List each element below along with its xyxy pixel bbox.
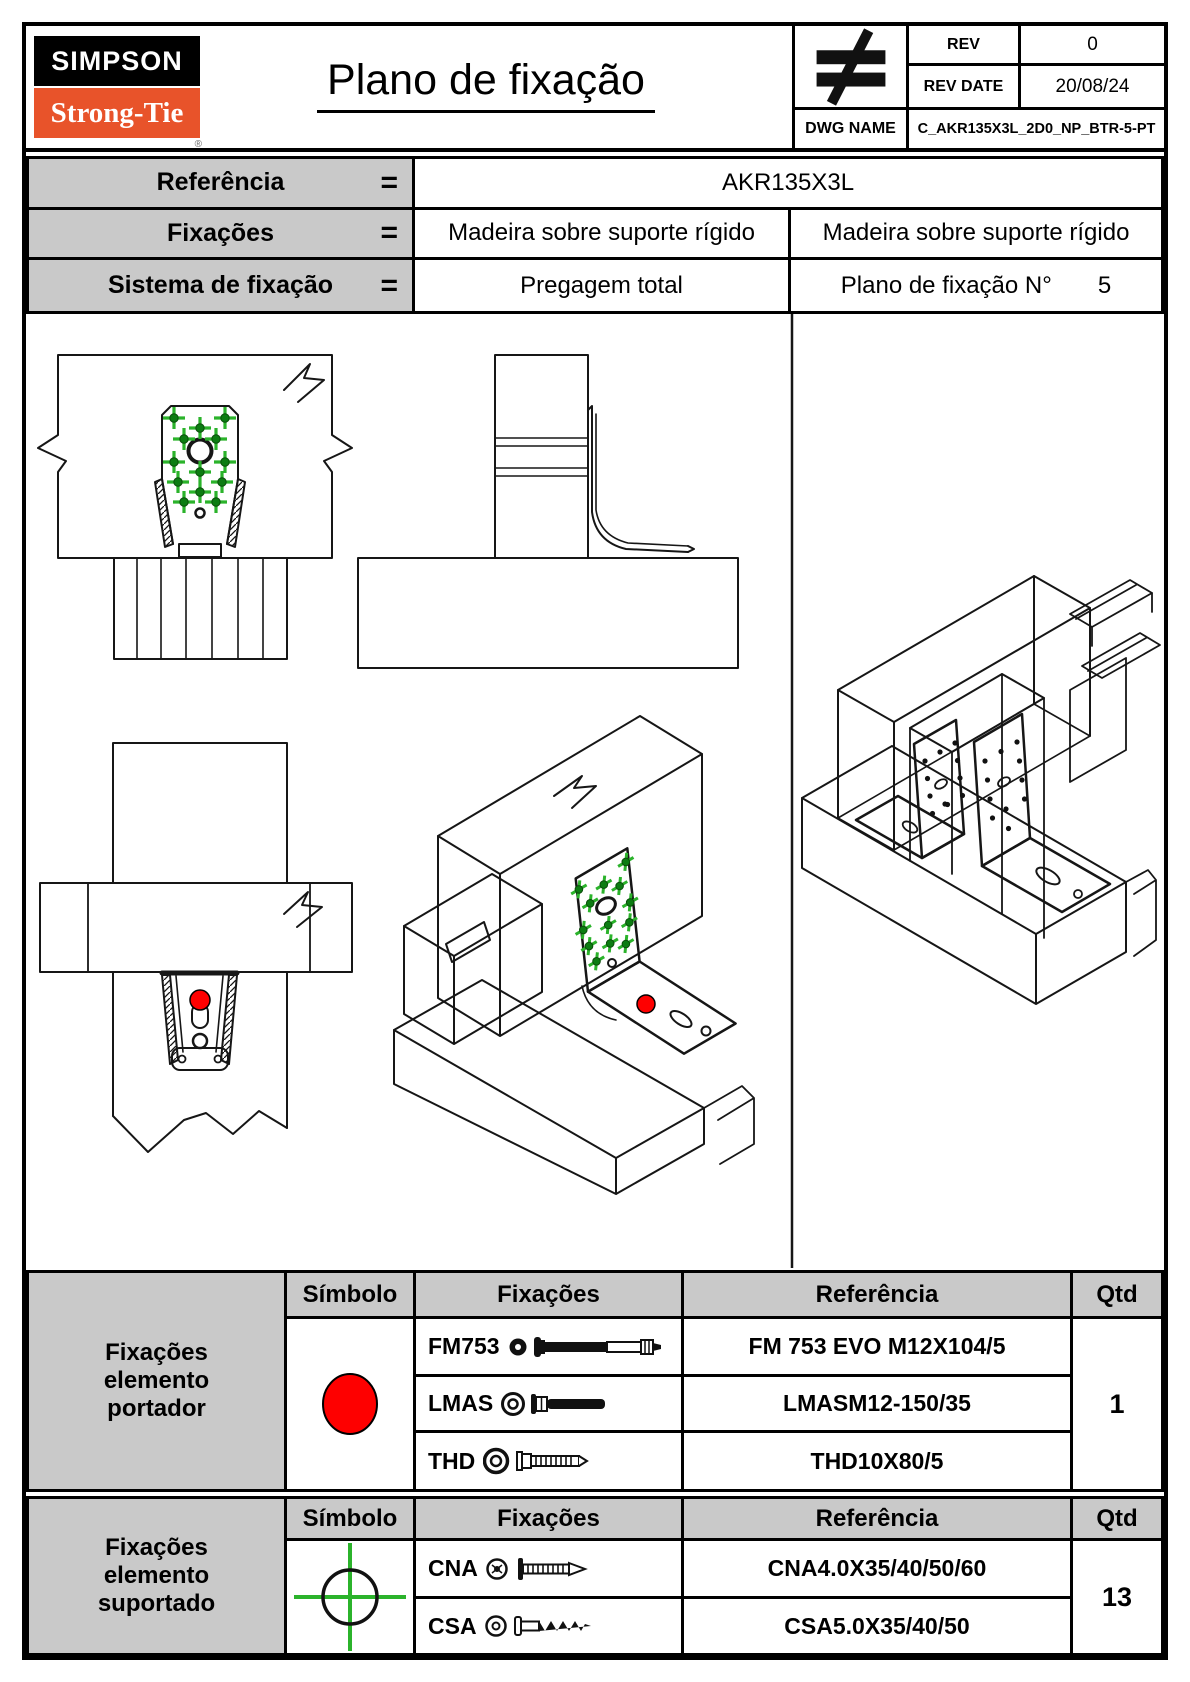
bolt-position-mark-iso: [637, 995, 655, 1013]
qtd-portador: 1: [1073, 1319, 1161, 1489]
ref-thd: THD10X80/5: [684, 1433, 1073, 1489]
col-header-fixacoes: Fixações: [416, 1273, 684, 1319]
page-title: Plano de fixação: [317, 56, 655, 113]
drawing-sheet: [22, 22, 1168, 1660]
dwg-name-value: C_AKR135X3L_2D0_NP_BTR-5-PT: [917, 121, 1156, 137]
table-label-portador: Fixações elemento portador: [29, 1273, 287, 1489]
green-crosshair-icon: [287, 1541, 416, 1653]
ref-csa: CSA5.0X35/40/50: [684, 1599, 1073, 1653]
fm753-bolt-icon: [508, 1330, 678, 1364]
plan-view-drawing: [40, 743, 352, 1152]
registered-mark: ®: [194, 139, 202, 150]
qtd-suportado: 13: [1073, 1541, 1161, 1653]
logo-strongtie: Strong-Tie: [34, 88, 200, 138]
bolt-position-mark: [190, 990, 210, 1010]
break-symbol: [554, 776, 596, 808]
info-label-fixacoes: Fixações =: [29, 210, 415, 261]
fixing-row-csa: CSA: [416, 1599, 684, 1653]
not-equal-icon: [795, 26, 909, 110]
info-value-fixacoes-2: Madeira sobre suporte rígido: [791, 210, 1161, 261]
equals-sign: =: [380, 268, 398, 302]
info-value-sistema: Pregagem total: [415, 260, 791, 311]
col-header-simbolo: Símbolo: [287, 1273, 416, 1319]
rev-label: REV: [909, 26, 1021, 66]
col-header-simbolo: Símbolo: [287, 1499, 416, 1541]
info-label-sistema: Sistema de fixação =: [29, 260, 415, 311]
ref-fm753: FM 753 EVO M12X104/5: [684, 1319, 1073, 1377]
simpson-strongtie-logo: [34, 36, 202, 150]
fixing-row-thd: THD: [416, 1433, 684, 1489]
nail-position-marks: [163, 407, 236, 513]
thd-screw-anchor-icon: [483, 1444, 633, 1478]
fixings-table-portador: [26, 1270, 1164, 1492]
cna-nail-icon: [486, 1552, 646, 1586]
front-view-drawing: [38, 355, 352, 659]
rev-date-value: 20/08/24: [1021, 66, 1164, 110]
nail-position-marks-iso: [571, 853, 638, 970]
col-header-qtd: Qtd: [1073, 1273, 1161, 1319]
info-value-fixacoes-1: Madeira sobre suporte rígido: [415, 210, 791, 261]
rev-date-label: REV DATE: [909, 66, 1021, 110]
fixing-row-fm753: FM753: [416, 1319, 684, 1377]
col-header-qtd: Qtd: [1073, 1499, 1161, 1541]
logo-simpson: SIMPSON: [34, 36, 200, 86]
ref-lmas: LMASM12-150/35: [684, 1377, 1073, 1433]
iso-double-bracket-drawing: [802, 576, 1160, 1004]
side-view-drawing: [358, 355, 738, 668]
fixing-row-lmas: LMAS: [416, 1377, 684, 1433]
equals-sign: =: [380, 216, 398, 250]
col-header-fixacoes: Fixações: [416, 1499, 684, 1541]
col-header-referencia: Referência: [684, 1499, 1073, 1541]
rev-value: 0: [1021, 26, 1164, 66]
technical-drawings: [26, 314, 1164, 1268]
col-header-referencia: Referência: [684, 1273, 1073, 1319]
iso-single-bracket-drawing: [394, 716, 754, 1194]
break-symbol: [284, 892, 322, 927]
info-label-referencia: Referência =: [29, 159, 415, 210]
info-value-referencia: AKR135X3L: [415, 159, 1161, 210]
info-plano-numero: Plano de fixação N° 5: [840, 271, 1112, 299]
dwg-name-label: DWG NAME: [795, 110, 909, 148]
break-symbol: [284, 364, 324, 402]
equals-sign: =: [380, 165, 398, 199]
drawing-area: [26, 314, 1164, 1268]
fixing-row-cna: CNA: [416, 1541, 684, 1599]
lmas-bolt-icon: [501, 1387, 651, 1421]
table-label-suportado: Fixações elemento suportado: [29, 1499, 287, 1653]
plan-number: 5: [1097, 271, 1112, 299]
fixings-table-suportado: [26, 1496, 1164, 1656]
reference-info-table: [26, 156, 1164, 314]
revision-table: [792, 26, 1164, 148]
red-circle-icon: [287, 1319, 416, 1489]
title-block: [26, 26, 1164, 152]
ref-cna: CNA4.0X35/40/50/60: [684, 1541, 1073, 1599]
csa-screw-icon: [485, 1609, 645, 1643]
